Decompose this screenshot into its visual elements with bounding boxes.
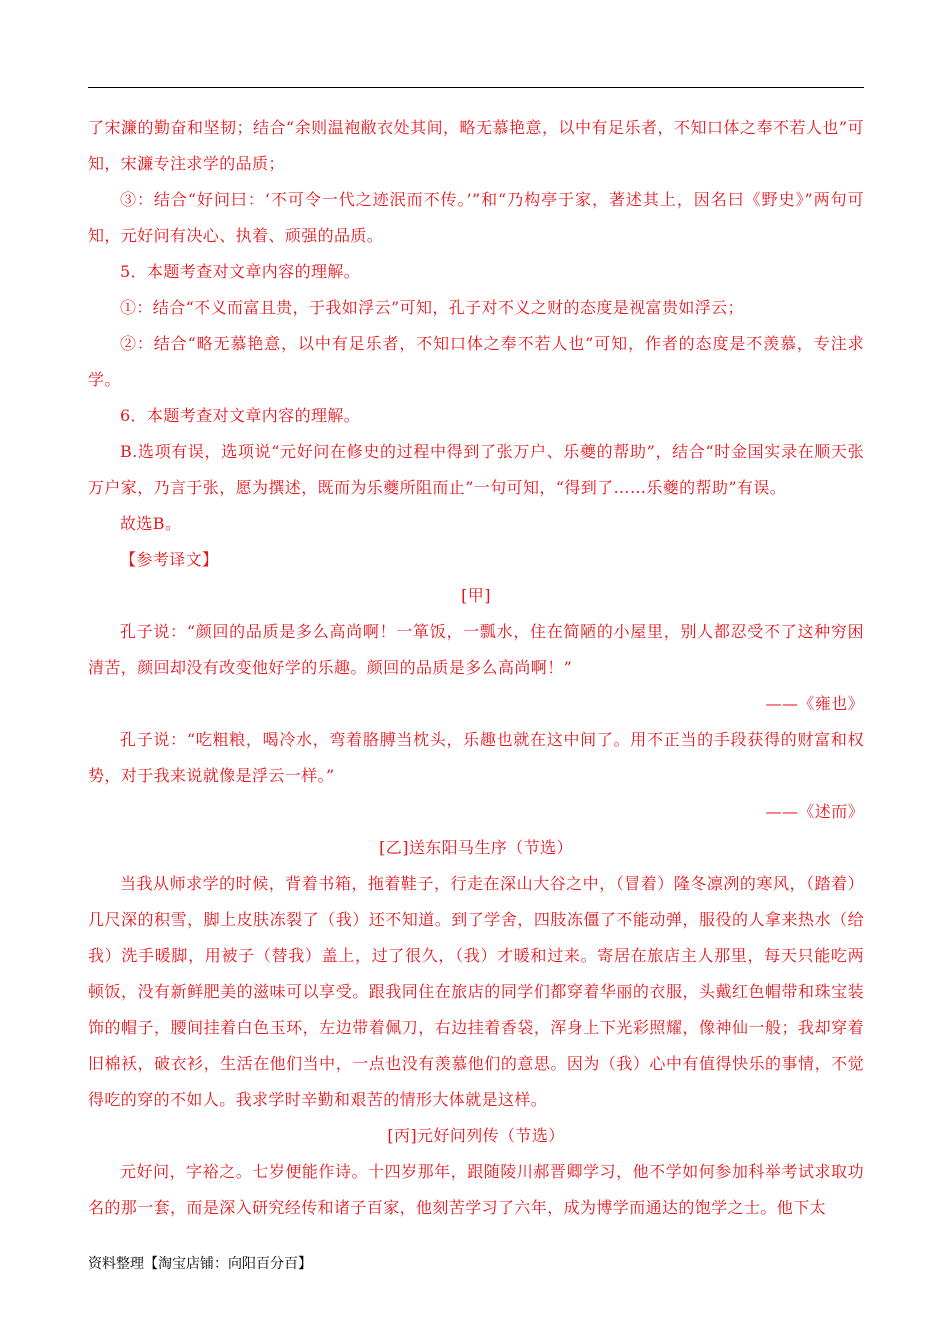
source-yongye: ——《雍也》 xyxy=(765,694,864,713)
paragraph-answer: 故选B。 xyxy=(120,514,182,533)
paragraph-yi: 当我从师求学的时候，背着书箱，拖着鞋子，行走在深山大谷之中，（冒着）隆冬凛冽的寒风，（踏着）几尺深的积雪，脚上皮肤冻裂了（我）还不知道。到了学舍，四肢冻僵了不能动弹，服役的人拿来热水（给我）洗手暖脚，用被子（替我）盖上，过了很久，（我）才暖和过来。寄居在旅店主人那里，每天只能吃两顿饭，没有新鲜肥美的滋味可以享受。跟我同住在旅店的同学们都穿着华丽的衣服，头戴红色帽带和珠宝装饰的帽子，腰间挂着白色玉环，左边带着佩刀，右边挂着香袋，浑身上下光彩照耀，像神仙一般；我却穿着旧棉袄，破衣衫，生活在他们当中，一点也没有羡慕他们的意思。因为（我）心中有值得快乐的事情，不觉得吃的穿的不如人。我求学时辛勤和艰苦的情形大体就是这样。 xyxy=(88,874,864,1109)
section-heading-bing: [丙]元好问列传（节选） xyxy=(387,1126,565,1145)
paragraph-q5-point-2: ②：结合“略无慕艳意，以中有足乐者，不知口体之奉不若人也”可知，作者的态度是不羡慕，专注求学。 xyxy=(88,334,864,389)
document-body xyxy=(88,110,864,1226)
question-6-heading: 6．本题考查对文章内容的理解。 xyxy=(120,406,361,425)
paragraph-jia-2: 孔子说：“吃粗粮，喝冷水，弯着胳膊当枕头，乐趣也就在这中间了。用不正当的手段获得的财富和权势，对于我来说就像是浮云一样。” xyxy=(88,730,864,785)
section-heading-yi: [乙]送东阳马生序（节选） xyxy=(379,838,573,857)
reference-translation-heading: 【参考译文】 xyxy=(120,550,219,569)
page-footer: 资料整理【淘宝店铺：向阳百分百】 xyxy=(88,1256,312,1272)
paragraph-q6-explanation: B.选项有误，选项说“元好问在修史的过程中得到了张万户、乐夔的帮助”，结合“时金国实录在顺天张万户家，乃言于张，愿为撰述，既而为乐夔所阻而止”一句可知，“得到了……乐夔的帮助”有误。 xyxy=(88,442,864,497)
paragraph-q5-point-1: ①：结合“不义而富且贵，于我如浮云”可知，孔子对不义之财的态度是视富贵如浮云； xyxy=(120,298,744,317)
source-shuer: ——《述而》 xyxy=(765,802,864,821)
paragraph-continuation: 了宋濂的勤奋和坚韧；结合“余则温袍敝衣处其间，略无慕艳意，以中有足乐者，不知口体之奉不若人也”可知，宋濂专注求学的品质； xyxy=(88,118,864,173)
paragraph-bing: 元好问，字裕之。七岁便能作诗。十四岁那年，跟随陵川郝晋卿学习，他不学如何参加科举考试求取功名的那一套，而是深入研究经传和诸子百家，他刻苦学习了六年，成为博学而通达的饱学之士。他下太 xyxy=(88,1162,864,1217)
paragraph-jia-1: 孔子说：“颜回的品质是多么高尚啊！一箪饭，一瓢水，住在简陋的小屋里，别人都忍受不了这种穷困清苦，颜回却没有改变他好学的乐趣。颜回的品质是多么高尚啊！” xyxy=(88,622,864,677)
header-rule xyxy=(88,87,864,88)
question-5-heading: 5．本题考查对文章内容的理解。 xyxy=(120,262,361,281)
paragraph-point-3: ③：结合“好问曰：‘不可令一代之迹泯而不传。’”和“乃构亭于家，著述其上，因名曰《野史》”两句可知，元好问有决心、执着、顽强的品质。 xyxy=(88,190,864,245)
section-heading-jia: [甲] xyxy=(461,586,491,605)
